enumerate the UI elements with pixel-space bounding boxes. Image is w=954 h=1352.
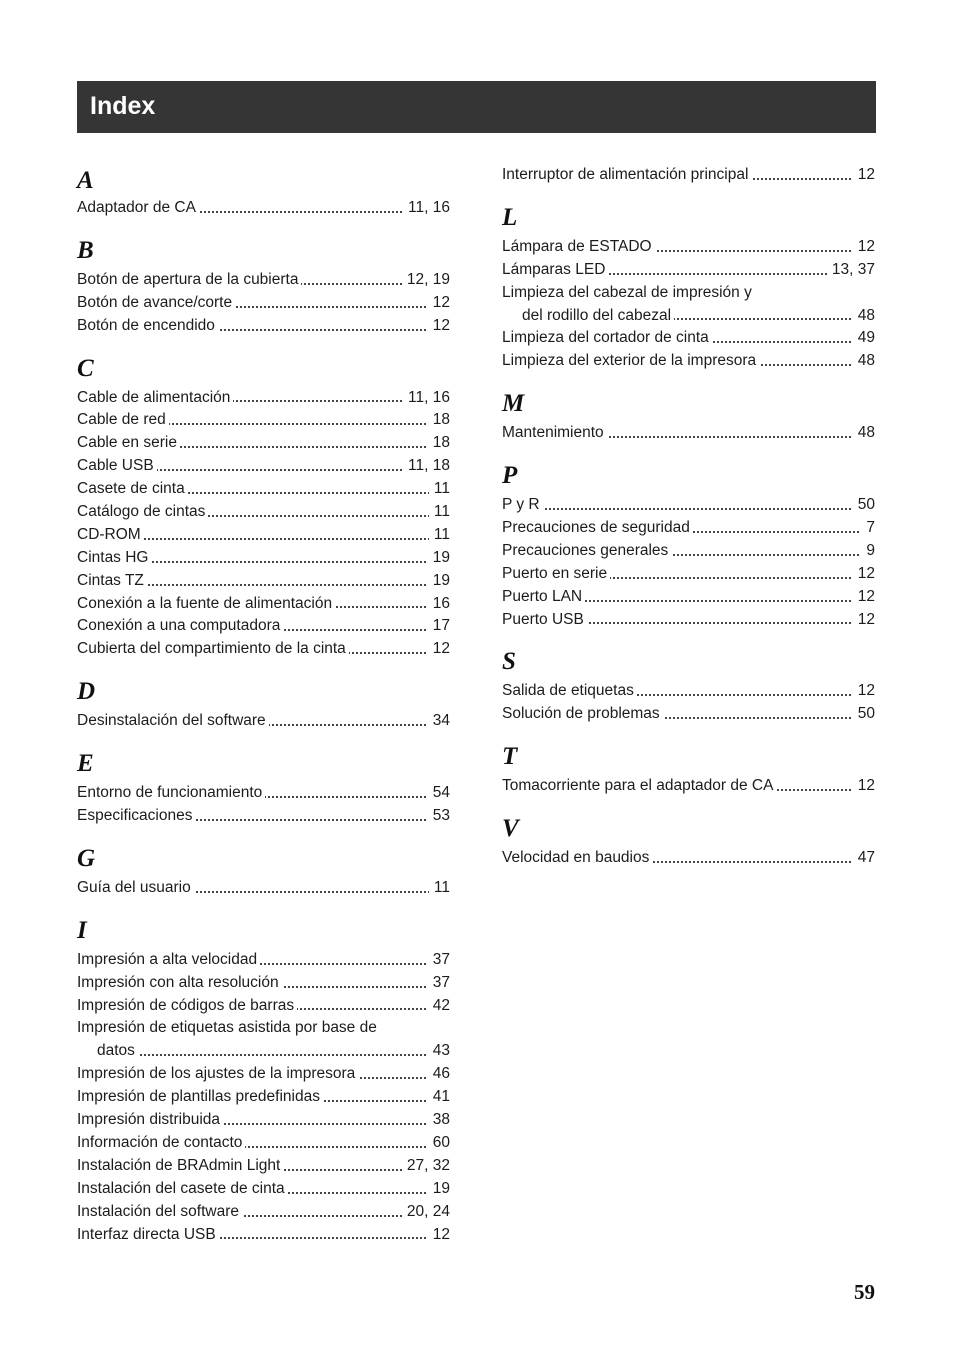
section-letter: C bbox=[77, 354, 94, 382]
index-entry bbox=[77, 386, 450, 409]
index-entry bbox=[77, 781, 450, 804]
index-entry bbox=[77, 637, 450, 660]
entry-term: Interfaz directa USB bbox=[77, 1226, 219, 1243]
entry-term: P y R bbox=[502, 496, 543, 513]
index-entry bbox=[77, 1131, 450, 1154]
entry-pages: 12 bbox=[853, 235, 875, 258]
entry-pages: 11, 16 bbox=[403, 386, 450, 409]
entry-term: Cable de alimentación bbox=[77, 389, 233, 406]
index-entry bbox=[77, 876, 450, 899]
entry-term: Impresión con alta resolución bbox=[77, 974, 282, 991]
entry-term: Impresión distribuida bbox=[77, 1111, 223, 1128]
entry-pages: 12 bbox=[428, 314, 450, 337]
index-section bbox=[502, 163, 875, 186]
index-section bbox=[502, 643, 875, 725]
index-entry bbox=[77, 1200, 450, 1223]
entry-pages: 43 bbox=[428, 1039, 450, 1062]
entry-term: Cable en serie bbox=[77, 434, 180, 451]
entry-term: Limpieza del exterior de la impresora bbox=[502, 352, 759, 369]
index-entry bbox=[77, 196, 450, 219]
index-entry bbox=[502, 679, 875, 702]
section-letter: G bbox=[77, 844, 96, 872]
entry-pages: 12 bbox=[853, 774, 875, 797]
entry-term: Impresión de códigos de barras bbox=[77, 997, 297, 1014]
entry-pages: 60 bbox=[428, 1131, 450, 1154]
entry-pages: 12 bbox=[428, 637, 450, 660]
entry-term: Instalación del software bbox=[77, 1203, 242, 1220]
entry-pages: 12 bbox=[853, 608, 875, 631]
index-entry bbox=[77, 291, 450, 314]
page-title: Index bbox=[90, 92, 156, 120]
index-section bbox=[77, 350, 450, 661]
index-section bbox=[77, 840, 450, 899]
section-letter: D bbox=[77, 678, 96, 706]
index-entry bbox=[502, 702, 875, 725]
index-entry bbox=[502, 608, 875, 631]
entry-term: Solución de problemas bbox=[502, 705, 663, 722]
entry-pages: 12 bbox=[853, 562, 875, 585]
index-entry bbox=[502, 516, 875, 539]
entry-pages: 19 bbox=[428, 1177, 450, 1200]
index-section bbox=[77, 912, 450, 1246]
index-entry bbox=[77, 431, 450, 454]
index-entry bbox=[77, 948, 450, 971]
entry-pages: 11 bbox=[429, 477, 450, 500]
index-entry bbox=[77, 1154, 450, 1177]
index-entry bbox=[77, 546, 450, 569]
entry-pages: 48 bbox=[853, 421, 875, 444]
entry-term: CD-ROM bbox=[77, 526, 144, 543]
section-letter: P bbox=[502, 462, 518, 490]
index-entry bbox=[502, 493, 875, 516]
entry-pages: 13, 37 bbox=[827, 258, 875, 281]
entry-term: Cable de red bbox=[77, 411, 169, 428]
entry-pages: 17 bbox=[428, 614, 450, 637]
index-entry bbox=[77, 1039, 450, 1062]
entry-pages: 41 bbox=[428, 1085, 450, 1108]
entry-pages: 46 bbox=[428, 1062, 450, 1085]
dot-leader bbox=[502, 508, 875, 510]
index-entry bbox=[502, 562, 875, 585]
section-letter: A bbox=[77, 167, 94, 194]
entry-term: Casete de cinta bbox=[77, 480, 188, 497]
entry-term: Salida de etiquetas bbox=[502, 682, 637, 699]
entry-term: Tomacorriente para el adaptador de CA bbox=[502, 777, 776, 794]
entry-term: Precauciones de seguridad bbox=[502, 519, 693, 536]
index-entry bbox=[77, 1016, 450, 1039]
entry-pages: 16 bbox=[428, 592, 450, 615]
index-section bbox=[77, 745, 450, 827]
entry-pages: 11, 16 bbox=[403, 196, 450, 219]
index-section bbox=[502, 199, 875, 372]
page-number: 59 bbox=[854, 1280, 875, 1304]
entry-pages: 20, 24 bbox=[402, 1200, 450, 1223]
entry-pages: 12 bbox=[428, 291, 450, 314]
entry-pages: 19 bbox=[428, 569, 450, 592]
entry-pages: 7 bbox=[861, 516, 875, 539]
entry-term: Puerto en serie bbox=[502, 565, 610, 582]
index-entry bbox=[77, 454, 450, 477]
entry-term: Lámpara de ESTADO bbox=[502, 238, 655, 255]
entry-term: Puerto USB bbox=[502, 611, 587, 628]
entry-term: Botón de apertura de la cubierta bbox=[77, 271, 301, 288]
entry-pages: 19 bbox=[428, 546, 450, 569]
index-entry bbox=[77, 971, 450, 994]
entry-pages: 11, 18 bbox=[403, 454, 450, 477]
entry-pages: 49 bbox=[853, 326, 875, 349]
entry-term: Cintas TZ bbox=[77, 572, 147, 589]
index-entry bbox=[77, 268, 450, 291]
entry-term: Entorno de funcionamiento bbox=[77, 784, 265, 801]
index-entry bbox=[502, 585, 875, 608]
index-entry bbox=[502, 539, 875, 562]
index-entry bbox=[502, 235, 875, 258]
index-section bbox=[77, 232, 450, 337]
index-column-left bbox=[77, 163, 450, 1258]
section-letter: E bbox=[77, 750, 94, 778]
entry-term: Impresión de plantillas predefinidas bbox=[77, 1088, 323, 1105]
entry-pages: 9 bbox=[861, 539, 875, 562]
entry-term: Botón de encendido bbox=[77, 317, 218, 334]
section-letter: L bbox=[502, 203, 518, 231]
index-entry bbox=[502, 349, 875, 372]
index-entry bbox=[502, 846, 875, 869]
entry-pages: 12 bbox=[853, 163, 875, 186]
entry-pages: 18 bbox=[428, 408, 450, 431]
entry-pages: 12 bbox=[853, 585, 875, 608]
index-entry bbox=[502, 304, 875, 327]
index-entry bbox=[77, 592, 450, 615]
index-column-right bbox=[502, 163, 875, 882]
index-entry bbox=[77, 477, 450, 500]
section-letter: S bbox=[502, 648, 516, 676]
index-entry bbox=[77, 804, 450, 827]
entry-term: Limpieza del cortador de cinta bbox=[502, 329, 712, 346]
entry-pages: 38 bbox=[428, 1108, 450, 1131]
entry-pages: 42 bbox=[428, 994, 450, 1017]
entry-pages: 53 bbox=[428, 804, 450, 827]
index-entry bbox=[77, 1108, 450, 1131]
entry-term: Información de contacto bbox=[77, 1134, 245, 1151]
entry-pages: 34 bbox=[428, 709, 450, 732]
index-entry bbox=[77, 500, 450, 523]
entry-pages: 11 bbox=[429, 523, 450, 546]
section-letter: T bbox=[502, 743, 518, 771]
entry-term: Guía del usuario bbox=[77, 879, 194, 896]
index-entry bbox=[502, 281, 875, 304]
entry-term: Impresión de etiquetas asistida por base de bbox=[77, 1019, 380, 1036]
entry-term: Mantenimiento bbox=[502, 424, 607, 441]
index-entry bbox=[77, 1085, 450, 1108]
index-entry bbox=[502, 326, 875, 349]
entry-pages: 12 bbox=[853, 679, 875, 702]
entry-term: Cable USB bbox=[77, 457, 157, 474]
entry-pages: 37 bbox=[428, 948, 450, 971]
index-section bbox=[77, 163, 450, 219]
entry-term: Limpieza del cabezal de impresión y bbox=[502, 284, 755, 301]
entry-pages: 11 bbox=[429, 876, 450, 899]
entry-pages: 12, 19 bbox=[402, 268, 450, 291]
entry-term: Impresión a alta velocidad bbox=[77, 951, 260, 968]
index-entry bbox=[502, 421, 875, 444]
entry-term: Instalación de BRAdmin Light bbox=[77, 1157, 283, 1174]
entry-pages: 18 bbox=[428, 431, 450, 454]
entry-term: Adaptador de CA bbox=[77, 199, 199, 216]
index-entry bbox=[77, 1177, 450, 1200]
index-entry bbox=[77, 523, 450, 546]
index-section bbox=[502, 738, 875, 797]
index-entry bbox=[502, 774, 875, 797]
entry-term: Instalación del casete de cinta bbox=[77, 1180, 288, 1197]
entry-term: Velocidad en baudios bbox=[502, 849, 652, 866]
index-entry bbox=[77, 314, 450, 337]
index-entry bbox=[77, 709, 450, 732]
entry-term: Puerto LAN bbox=[502, 588, 585, 605]
entry-pages: 50 bbox=[853, 702, 875, 725]
entry-pages: 47 bbox=[853, 846, 875, 869]
entry-pages: 37 bbox=[428, 971, 450, 994]
entry-term: Precauciones generales bbox=[502, 542, 671, 559]
entry-term: Conexión a una computadora bbox=[77, 617, 283, 634]
entry-pages: 54 bbox=[428, 781, 450, 804]
section-letter: I bbox=[77, 916, 87, 944]
entry-term: Especificaciones bbox=[77, 807, 195, 824]
entry-pages: 48 bbox=[853, 349, 875, 372]
index-entry bbox=[77, 994, 450, 1017]
section-letter: B bbox=[77, 236, 94, 264]
entry-pages: 11 bbox=[429, 500, 450, 523]
entry-term: Impresión de los ajustes de la impresora bbox=[77, 1065, 358, 1082]
entry-term: del rodillo del cabezal bbox=[502, 307, 674, 324]
index-entry bbox=[77, 408, 450, 431]
index-section bbox=[502, 457, 875, 630]
index-header bbox=[77, 81, 876, 133]
entry-pages: 12 bbox=[428, 1223, 450, 1246]
entry-term: Catálogo de cintas bbox=[77, 503, 208, 520]
index-section bbox=[502, 810, 875, 869]
index-entry bbox=[502, 258, 875, 281]
section-letter: M bbox=[502, 390, 525, 418]
section-letter: V bbox=[502, 815, 519, 843]
index-section bbox=[502, 385, 875, 444]
entry-term: Desinstalación del software bbox=[77, 712, 269, 729]
index-entry bbox=[77, 614, 450, 637]
entry-term: Interruptor de alimentación principal bbox=[502, 166, 751, 183]
entry-pages: 48 bbox=[853, 304, 875, 327]
entry-term: datos bbox=[77, 1042, 138, 1059]
entry-pages: 27, 32 bbox=[402, 1154, 450, 1177]
index-entry bbox=[77, 1062, 450, 1085]
entry-term: Cubierta del compartimiento de la cinta bbox=[77, 640, 349, 657]
index-entry bbox=[77, 1223, 450, 1246]
index-entry bbox=[502, 163, 875, 186]
entry-term: Lámparas LED bbox=[502, 261, 608, 278]
entry-term: Conexión a la fuente de alimentación bbox=[77, 595, 335, 612]
entry-term: Cintas HG bbox=[77, 549, 152, 566]
entry-pages: 50 bbox=[853, 493, 875, 516]
entry-term: Botón de avance/corte bbox=[77, 294, 235, 311]
index-section bbox=[77, 673, 450, 732]
index-entry bbox=[77, 569, 450, 592]
